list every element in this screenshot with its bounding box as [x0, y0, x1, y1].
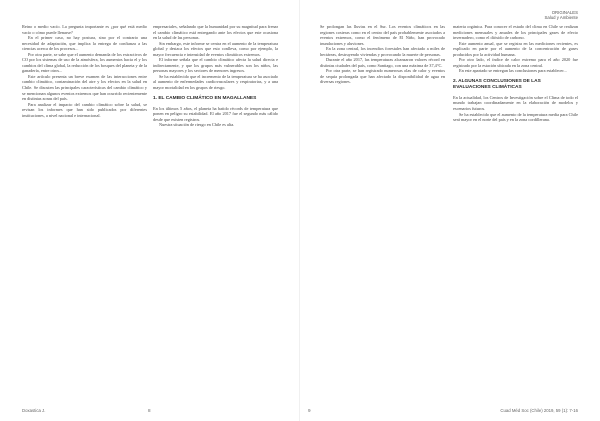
paragraph: Se ha establecido que el incremento de la temperatura se ha asociado al aumento de enfermedades cardiovasculares y respiratorias, y a una mayor mortalidad en los grupos de riesgo.	[153, 73, 278, 91]
paragraph: En los últimos 5 años, el planeta ha batido récords de temperatura que ponen en peligro su estabilidad. El año 2017 fue el segundo más cálido desde que existen registros.	[153, 105, 278, 122]
paragraph: empresariales, señalando que la humanidad por su magnitud para frenar el cambio climático está entregando ante los efectos que este ocasiona en la salud de las personas.	[153, 24, 278, 41]
paragraph: Nuestra situación de riesgo en Chile es alta.	[159, 122, 235, 128]
footer-journal: Doxastica J.	[22, 408, 46, 413]
paragraph: En la zona central, los incendios forestales han afectado a miles de hectáreas, destruyendo viviendas y provocando la muerte de personas.	[320, 46, 445, 57]
column-1	[22, 24, 147, 404]
column-4	[453, 24, 578, 404]
paragraph: Por otro lado, el índice de calor extremo para el año 2020 fue registrado por la estación ubicada en la zona central.	[453, 57, 578, 68]
paragraph: Sin embargo, este informe se centra en el aumento de la temperatura global y destaca los efectos que esto conlleva, como por ejemplo, la mayor frecuencia e intensidad de eventos climáticos extremos.	[153, 40, 278, 57]
paragraph: Por otra parte, se sabe que el aumento demanda de los extractivos de CO por los sistemas de uso de la atmósfera, los aumentos hacia el y los cambios del clima global, la reducción de los bosques del planeta y de la ganadería, entre otros...	[22, 51, 147, 74]
right-page	[300, 0, 600, 421]
paragraph: Por otra parte, se han registrado numerosas olas de calor y eventos de sequía prolongada que han afectado la disponibilidad de agua en diversas regiones.	[320, 68, 445, 85]
column-2	[153, 24, 278, 404]
paragraph: materia orgánica. Para conocer el estado del clima en Chile se realizan mediciones mensuales y anuales de los principales gases de efecto invernadero, como el dióxido de carbono.	[453, 24, 578, 41]
section-heading: 2. ALGUNAS CONCLUSIONES DE LAS EVALUACIONES CLIMÁTICAS	[453, 78, 541, 90]
paragraph: Reino o medio vacío. La pregunta importante es ¿por qué está medio vacío o cómo puede llenarse?	[22, 24, 147, 35]
paragraph: Para analizar el impacto del cambio climático sobre la salud, se revisan los informes que han sido publicados por diferentes instituciones, a nivel nacional e internacional.	[22, 101, 147, 118]
page-number: 9	[308, 408, 311, 413]
section-heading: 1. EL CAMBIO CLIMÁTICO EN MAGALLANES	[153, 95, 257, 101]
paragraph: En la actualidad, los Centros de Investigación sobre el Clima de todo el mundo trabajan coordinadamente en la elaboración de modelos y escenarios futuros.	[453, 94, 578, 112]
paragraph: Se prolongan las lluvias en el Sur. Los eventos climáticos en las regiones costeras como en el centro del país probablemente asociados a eventos extremos, como el fenómeno de El Niño, han provocado inundaciones y aluviones.	[320, 24, 445, 46]
footer-journal: Cuad Méd Soc (Chile) 2019, 59 (1): 7-16	[500, 408, 578, 413]
running-head-section: ORIGINALES	[551, 10, 578, 15]
paragraph: El informe señala que el cambio climático afecta la salud directa e indirectamente, y que los grupos más vulnerables son los niños, las personas mayores y los sectores de menores ingresos.	[153, 57, 278, 74]
paragraph: Se ha establecido que el aumento de la temperatura media para Chile será mayor en el norte del país y en la zona cordillerana.	[453, 111, 578, 123]
paragraph: Este artículo presenta un breve examen de las interacciones entre cambio climático, contaminación del aire y los efectos en la salud en Chile. Se discuten las principales características del cambio climático y se mencionan algunos eventos extremos que han ocurrido recientemente en distintas zonas del país.	[22, 73, 147, 102]
running-head	[545, 10, 578, 21]
paragraph: Este aumento anual, que se registra en las mediciones recientes, es explicado en parte por el aumento de la concentración de gases producidos por la actividad humana.	[453, 40, 578, 57]
paragraph: Durante el año 2017, las temperaturas alcanzaron valores récord en distintas ciudades del país, como Santiago, con una máxima de 37,4°C.	[320, 57, 445, 68]
paragraph: En este apartado se entregan las conclusiones para establecer...	[459, 68, 567, 74]
column-3	[320, 24, 445, 404]
running-head-topic: Salud y Ambiente	[544, 15, 578, 21]
paragraph: En el primer caso, no hay postura, sino por el contrario una necesidad de adaptación, que implica la entrega de confianza a las ciencias acerca de los procesos...	[22, 35, 147, 52]
page-number: 8	[148, 408, 151, 413]
